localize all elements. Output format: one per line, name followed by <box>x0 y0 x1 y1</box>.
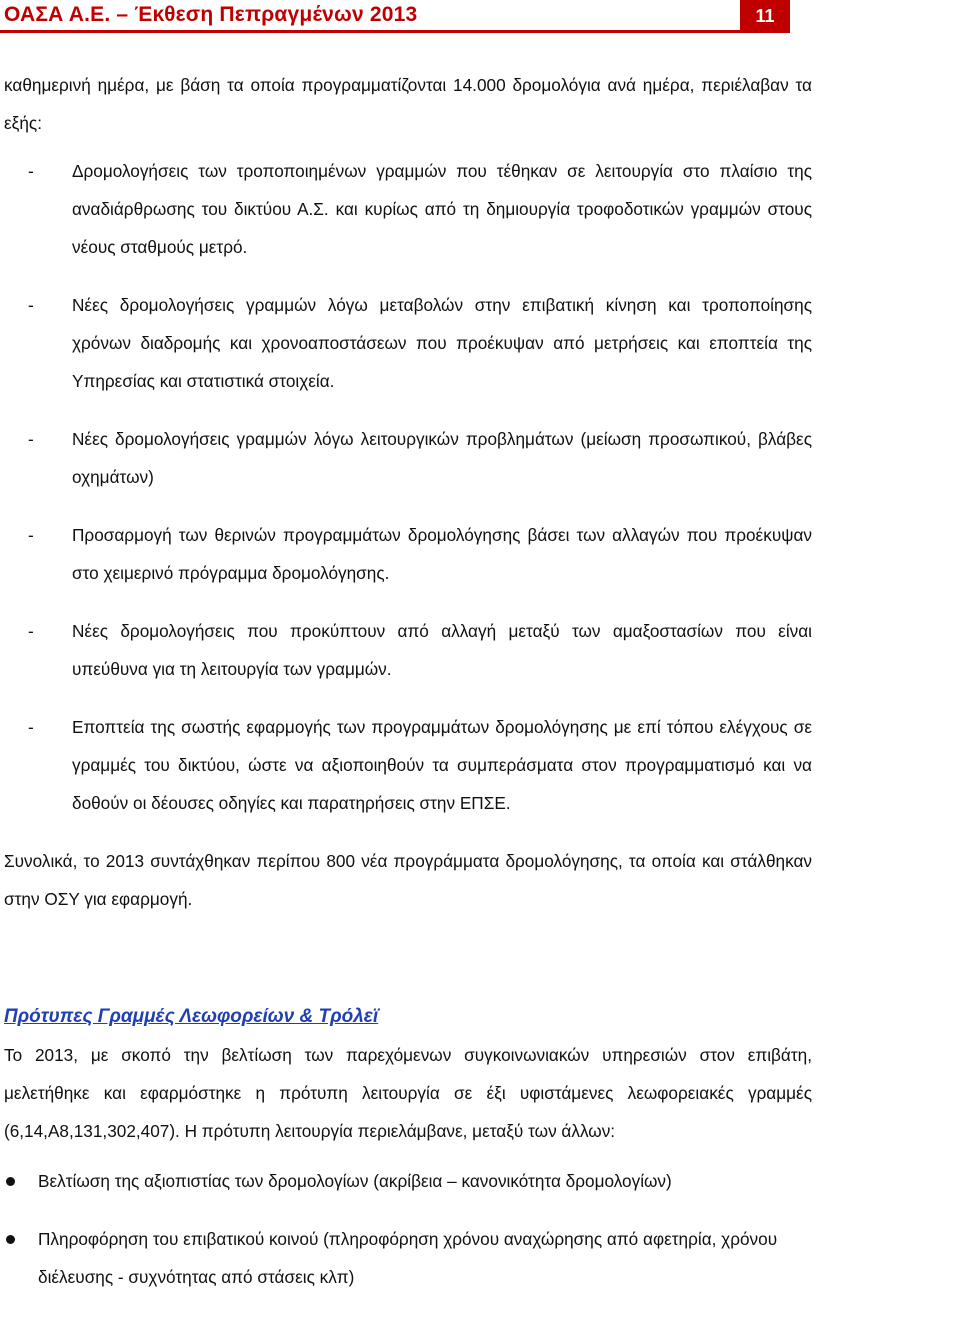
list-item <box>4 708 812 822</box>
section-heading: Πρότυπες Γραμμές Λεωφορείων & Τρόλεϊ <box>4 1006 379 1027</box>
dash-marker: - <box>28 717 34 737</box>
dash-marker: - <box>28 429 34 449</box>
list-item-text: Προσαρμογή των θερινών προγραμμάτων δρομολόγησης βάσει των αλλαγών που προέκυψαν στο χειμερινό πρόγραμμα δρομολόγησης. <box>72 525 812 583</box>
dash-marker: - <box>28 525 34 545</box>
features-list <box>4 1162 812 1296</box>
document-title: ΟΑΣΑ Α.Ε. – Έκθεση Πεπραγμένων 2013 <box>4 3 418 26</box>
summary-paragraph: Συνολικά, το 2013 συντάχθηκαν περίπου 800 νέα προγράμματα δρομολόγησης, τα οποία και στάλθηκαν στην ΟΣΥ για εφαρμογή. <box>4 851 812 909</box>
bullet-item <box>4 1220 812 1296</box>
dash-marker: - <box>28 621 34 641</box>
list-item-text: Νέες δρομολογήσεις γραμμών λόγω λειτουργικών προβλημάτων (μείωση προσωπικού, βλάβες οχημάτων) <box>72 429 812 487</box>
list-item-text: Νέες δρομολογήσεις γραμμών λόγω μεταβολών στην επιβατική κίνηση και τροποποίησης χρόνων διαδρομής και χρονοαποστάσεων που προέκυψαν από μετρήσεις και εποπτεία της Υπηρεσίας και στατιστικά στοιχεία. <box>72 295 812 391</box>
header-divider <box>0 30 740 33</box>
page-header <box>0 0 960 44</box>
bullet-text: Πληροφόρηση του επιβατικού κοινού (πληροφόρηση χρόνου αναχώρησης από αφετηρία, χρόνου διέλευσης - συχνότητας από στάσεις κλπ) <box>38 1229 778 1287</box>
document-body <box>4 66 812 1316</box>
list-item <box>4 612 812 688</box>
intro-paragraph: καθημερινή ημέρα, με βάση τα οποία προγραμματίζονται 14.000 δρομολόγια ανά ημέρα, περιέλαβαν τα εξής: <box>4 75 812 133</box>
dash-marker: - <box>28 295 34 315</box>
page-number: 11 <box>740 0 790 33</box>
bullet-icon <box>6 1177 15 1186</box>
list-item <box>4 286 812 400</box>
section-paragraph: Το 2013, με σκοπό την βελτίωση των παρεχόμενων συγκοινωνιακών υπηρεσιών στον επιβάτη, μελετήθηκε και εφαρμόστηκε η πρότυπη λειτουργία σε έξι υφιστάμενες λεωφορειακές γραμμές (6,14,Α8,131,302,407). Η πρότυπη λειτουργία περιελάμβανε, μεταξύ των άλλων: <box>4 1045 812 1141</box>
bullet-icon <box>6 1235 15 1244</box>
bullet-text: Βελτίωση της αξιοπιστίας των δρομολογίων (ακρίβεια – κανονικότητα δρομολογίων) <box>38 1171 672 1191</box>
bullet-item <box>4 1162 812 1200</box>
dash-marker: - <box>28 161 34 181</box>
list-item <box>4 420 812 496</box>
list-item <box>4 516 812 592</box>
list-item <box>4 152 812 266</box>
list-item-text: Νέες δρομολογήσεις που προκύπτουν από αλλαγή μεταξύ των αμαξοστασίων που είναι υπεύθυνα για τη λειτουργία των γραμμών. <box>72 621 812 679</box>
activities-list <box>4 152 812 822</box>
list-item-text: Εποπτεία της σωστής εφαρμογής των προγραμμάτων δρομολόγησης με επί τόπου ελέγχους σε γραμμές του δικτύου, ώστε να αξιοποιηθούν τα συμπεράσματα στον προγραμματισμό και να δοθούν οι δέουσες οδηγίες και παρατηρήσεις στην ΕΠΣΕ. <box>72 717 812 813</box>
list-item-text: Δρομολογήσεις των τροποποιημένων γραμμών που τέθηκαν σε λειτουργία στο πλαίσιο της αναδιάρθρωσης του δικτύου Α.Σ. και κυρίως από τη δημιουργία τροφοδοτικών γραμμών στους νέους σταθμούς μετρό. <box>72 161 812 257</box>
